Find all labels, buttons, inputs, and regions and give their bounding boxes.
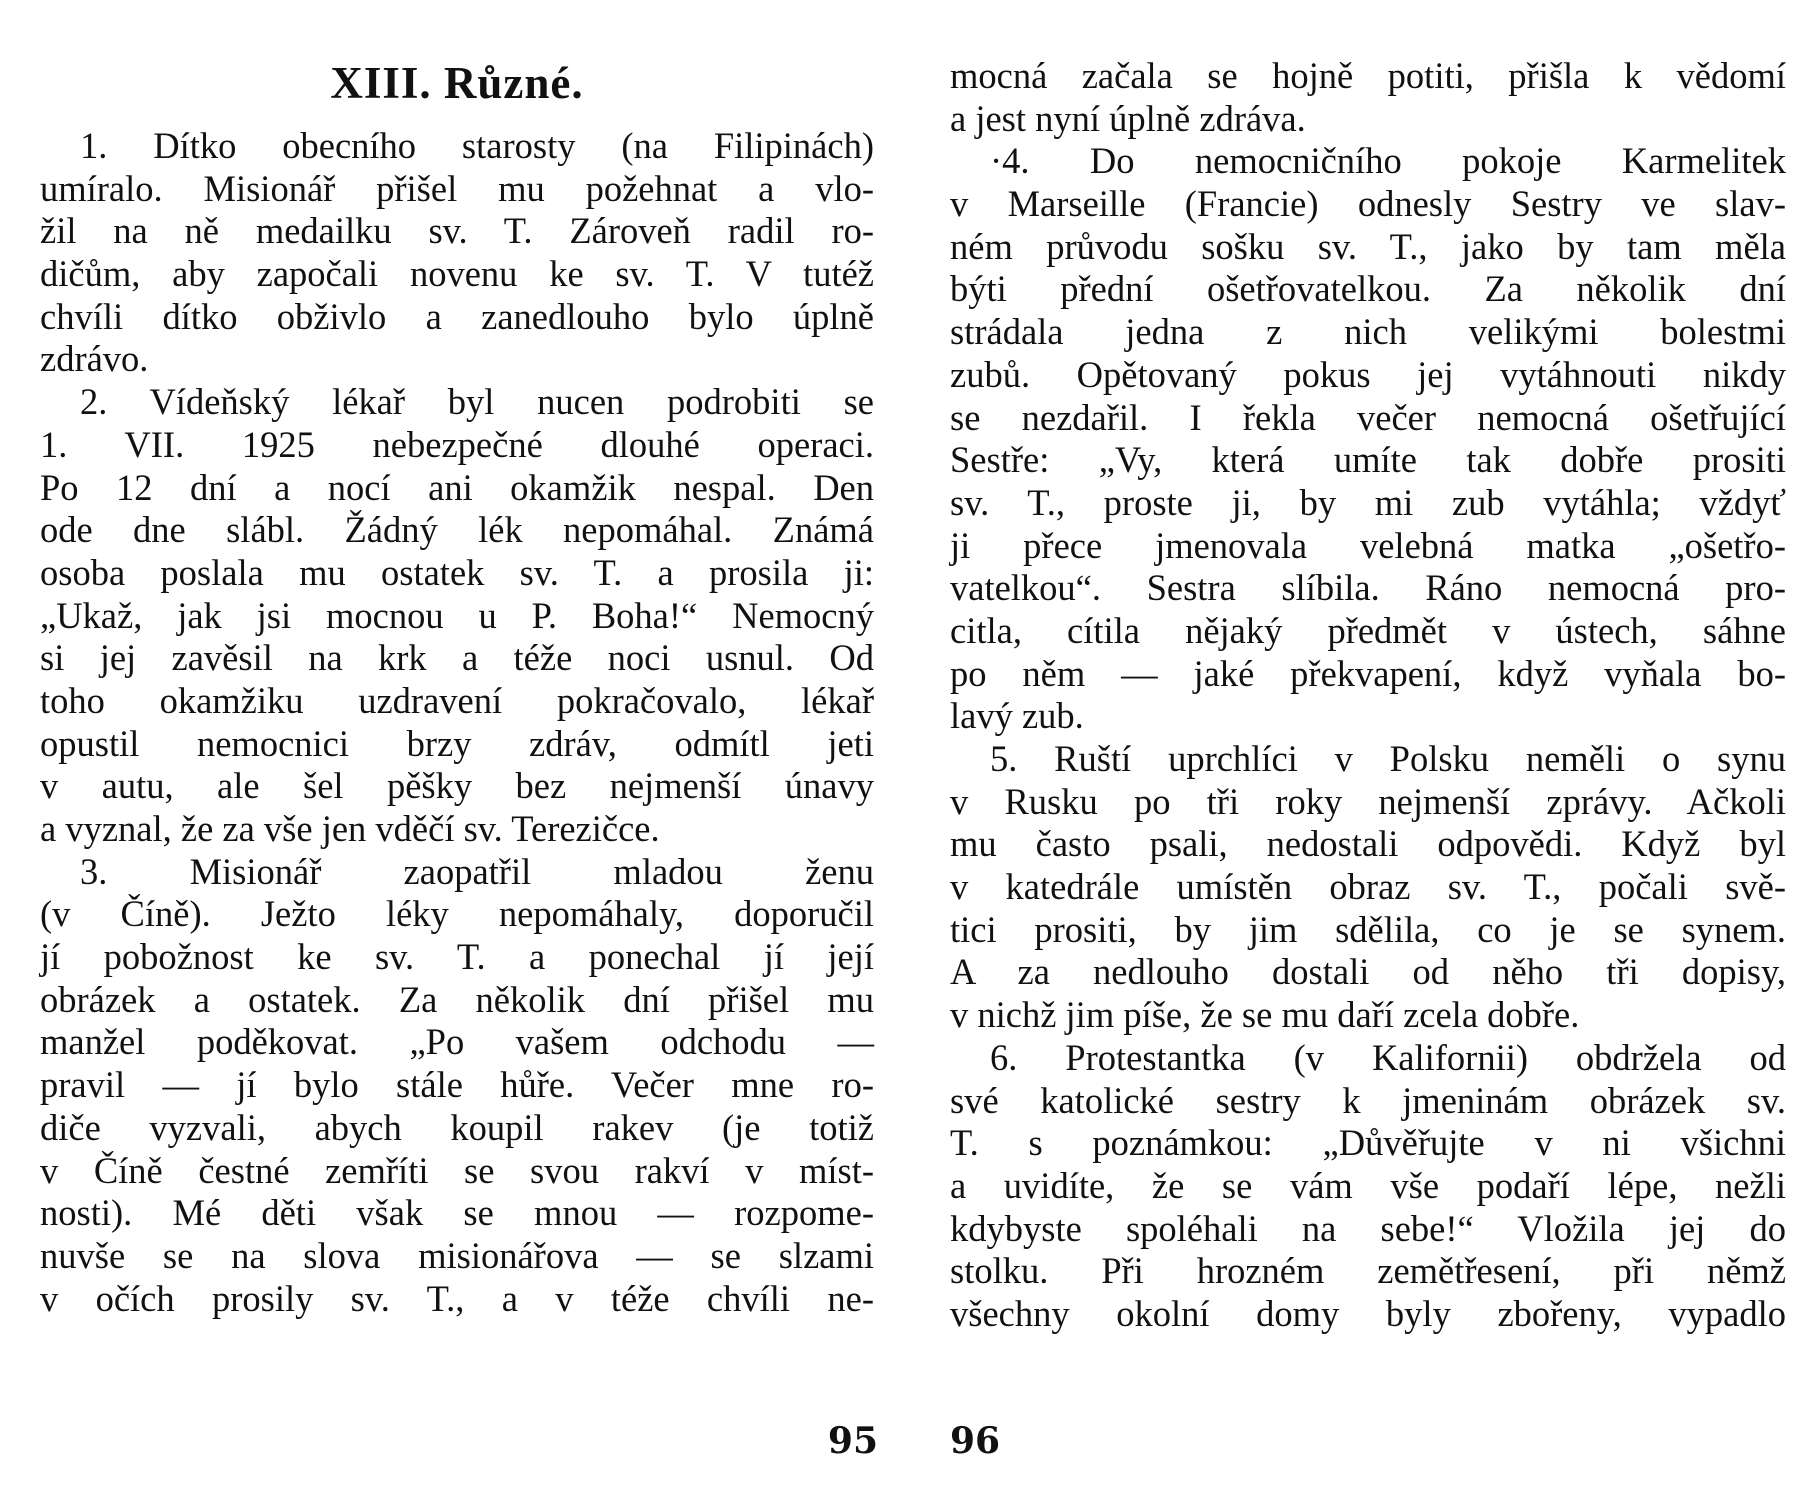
text-line: v Číně čestné zemříti se svou rakví v míst- [40, 1149, 874, 1191]
text-line: mu často psali, nedostali odpovědi. Když byl [950, 823, 1786, 865]
text-line: pravil — jí bylo stále hůře. Večer mne ro- [40, 1064, 874, 1106]
text-line: jí pobožnost ke sv. T. a ponechal jí její [40, 936, 874, 978]
text-line: A za nedlouho dostali od něho tři dopisy, [950, 951, 1786, 993]
text-line: 6. Protestantka (v Kalifornii) obdržela od [990, 1036, 1786, 1078]
text-line: mocná začala se hojně potiti, přišla k vědomí [950, 55, 1786, 96]
text-line: si jej zavěsil na krk a téže noci usnul. Od [40, 637, 874, 679]
text-line: žil na ně medailku sv. T. Zároveň radil ro- [40, 210, 874, 252]
text-line: kdybyste spoléhali na sebe!“ Vložila jej do [950, 1207, 1786, 1249]
text-line: 1. Dítko obecního starosty (na Filipinách) [80, 125, 874, 166]
text-line: (v Číně). Ježto léky nepomáhaly, doporučil [40, 893, 874, 935]
text-line: býti přední ošetřovatelkou. Za několik dní [950, 268, 1786, 310]
text-line: obrázek a ostatek. Za několik dní přišel mu [40, 978, 874, 1020]
text-line: po něm — jaké překvapení, když vyňala bo- [950, 652, 1786, 694]
text-line: manžel poděkovat. „Po vašem odchodu — [40, 1021, 874, 1063]
text-line: ném průvodu sošku sv. T., jako by tam měla [950, 225, 1786, 267]
text-line: a jest nyní úplně zdráva. [950, 97, 1306, 139]
text-line: a vyznal, že za vše jen vděčí sv. Terezičce. [40, 808, 660, 849]
text-line: opustil nemocnici brzy zdráv, odmítl jeti [40, 722, 874, 764]
text-line: osoba poslala mu ostatek sv. T. a prosila ji: [40, 551, 874, 593]
left-lines [40, 125, 874, 1320]
text-line: ·4. Do nemocničního pokoje Karmelitek [990, 140, 1786, 182]
text-line: nosti). Mé děti však se mnou — rozpome- [40, 1192, 874, 1234]
page-number: 96 [950, 1420, 1001, 1462]
text-line: v nichž jim píše, že se mu daří zcela dobře. [950, 994, 1580, 1036]
text-line: T. s poznámkou: „Důvěřujte v ni všichni [950, 1122, 1786, 1164]
text-line: vatelkou“. Sestra slíbila. Ráno nemocná pro- [950, 567, 1786, 609]
text-line: Sestře: „Vy, která umíte tak dobře prositi [950, 439, 1786, 481]
text-line: v katedrále umístěn obraz sv. T., počali svě- [950, 866, 1786, 908]
text-line: strádala jedna z nich velikými bolestmi [950, 311, 1786, 353]
text-line: ji přece jmenovala velebná matka „ošetřo- [950, 524, 1786, 566]
page-number: 95 [827, 1420, 878, 1462]
left-page [40, 0, 890, 1500]
text-line: zdrávo. [40, 338, 149, 380]
right-text-column [950, 55, 1786, 1336]
text-line: v Marseille (Francie) odnesly Sestry ve slav- [950, 183, 1786, 225]
text-line: 5. Ruští uprchlíci v Polsku neměli o synu [990, 738, 1786, 779]
text-line: chvíli dítko obživlo a zanedlouho bylo úplně [40, 295, 874, 337]
text-line: zubů. Opětovaný pokus jej vytáhnouti nikdy [950, 353, 1786, 395]
text-line: se nezdařil. I řekla večer nemocná ošetřující [950, 396, 1786, 438]
text-line: v očích prosily sv. T., a v téže chvíli ne- [40, 1277, 874, 1319]
text-line: dičům, aby započali novenu ke sv. T. V tutéž [40, 253, 874, 295]
right-lines [950, 55, 1786, 1336]
text-line: ode dne slábl. Žádný lék nepomáhal. Známá [40, 509, 874, 551]
text-line: toho okamžiku uzdravení pokračovalo, lékař [40, 679, 874, 721]
text-line: 2. Vídeňský lékař byl nucen podrobiti se [80, 381, 874, 423]
text-line: diče vyzvali, abych koupil rakev (je totiž [40, 1106, 874, 1148]
text-line: tici prositi, by jim sdělila, co je se synem. [950, 908, 1786, 950]
left-text-column [40, 55, 874, 1320]
text-line: stolku. Při hrozném zemětřesení, při němž [950, 1250, 1786, 1292]
text-line: 3. Misionář zaopatřil mladou ženu [80, 850, 874, 892]
right-page [950, 0, 1800, 1500]
chapter-heading: XIII. Různé. [330, 58, 584, 108]
text-line: citla, cítila nějaký předmět v ústech, sáhne [950, 609, 1786, 651]
text-line: 1. VII. 1925 nebezpečné dlouhé operaci. [40, 423, 874, 465]
text-line: všechny okolní domy byly zbořeny, vypadlo [950, 1292, 1786, 1334]
text-line: nuvše se na slova misionářova — se slzami [40, 1234, 874, 1276]
text-line: v autu, ale šel pěšky bez nejmenší únavy [40, 765, 874, 807]
text-line: v Rusku po tři roky nejmenší zprávy. Ačkoli [950, 780, 1786, 822]
text-line: Po 12 dní a nocí ani okamžik nespal. Den [40, 466, 874, 508]
text-line: umíralo. Misionář přišel mu požehnat a vlo- [40, 167, 874, 209]
text-line: sv. T., proste ji, by mi zub vytáhla; vždyť [950, 481, 1786, 523]
text-line: „Ukaž, jak jsi mocnou u P. Boha!“ Nemocný [40, 594, 874, 636]
text-line: a uvidíte, že se vám vše podaří lépe, nežli [950, 1164, 1786, 1206]
text-line: své katolické sestry k jmeninám obrázek sv. [950, 1079, 1786, 1121]
text-line: lavý zub. [950, 695, 1084, 737]
